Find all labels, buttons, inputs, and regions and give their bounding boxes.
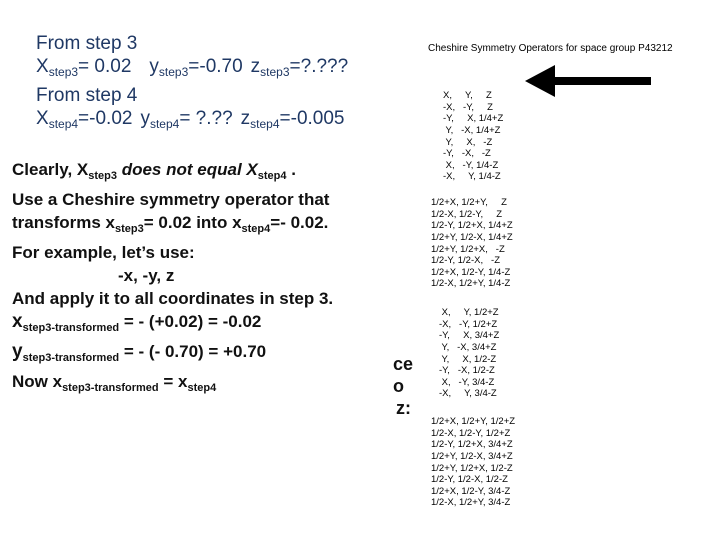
arrow-left-icon [525,63,653,99]
step3-x-value: = 0.02 [78,56,132,77]
explain-l9-sub2: step4 [187,382,217,394]
explanation-block [12,158,333,400]
operator-row: 1/2+X, 1/2-Y, 1/4-Z [431,266,511,278]
explain-l3-c: =- 0.02. [270,213,329,232]
explain-line-4: For example, let’s use: [12,243,195,262]
hidden-text-fragment-3: z: [396,398,411,418]
explain-l1-c: . [286,160,296,179]
step-values-block [36,32,348,136]
operator-row: 1/2-Y, 1/2+X, 3/4+Z [431,439,513,451]
explain-l9-a: Now x [12,372,63,391]
explain-l3-a: transforms x [12,213,115,232]
operator-row: 1/2-Y, 1/2+X, 1/4+Z [431,220,513,232]
operator-row: 1/2+X, 1/2+Y, Z [431,197,507,209]
y-transformed-line [12,340,333,370]
operator-row: 1/2-X, 1/2+Y, 1/4-Z [431,278,511,290]
operator-row: 1/2+Y, 1/2-X, 3/4+Z [431,450,513,462]
explain-l8-b: = - (- 0.70) = +0.70 [119,342,267,361]
explain-l8-sub: step3-transformed [22,352,120,364]
operator-row: Y, X, -Z [443,136,493,148]
step3-y-sub: step3 [158,65,189,79]
explain-l9-sub1: step3-transformed [62,382,159,394]
hidden-text-fragment-1: ce [393,354,414,374]
operator-row: 1/2+X, 1/2-Y, 3/4-Z [431,485,511,497]
explain-line-3 [12,211,333,241]
operator-row: -X, -Y, 1/2+Z [439,318,498,330]
explain-line-2: Use a Cheshire symmetry operator that [12,190,330,209]
explain-l7-sub: step3-transformed [22,322,120,334]
operator-row: Y, X, 1/2-Z [439,353,497,365]
explain-l3-b: = 0.02 into x [143,213,242,232]
step4-y-sub: step4 [149,117,180,131]
operator-row: 1/2+Y, 1/2+X, 1/2-Z [431,462,513,474]
explain-l1-a: Clearly, X [12,160,89,179]
operator-row: X, Y, Z [443,90,492,102]
operator-row: Y, -X, 1/4+Z [443,124,501,136]
explain-l7-a: x [12,311,23,332]
operator-row: 1/2-X, 1/2+Y, 3/4-Z [431,497,511,509]
operator-row: -X, -Y, Z [443,101,493,113]
operator-row: 1/2+Y, 1/2+X, -Z [431,243,505,255]
step3-z-sub: step3 [260,65,290,79]
hidden-text-fragment-2: o [393,376,404,396]
explain-l3-sub2: step4 [241,223,271,235]
operator-group-4 [431,393,515,532]
explain-line-1 [12,158,333,188]
example-operator: -x, -y, z [118,266,175,285]
explain-l1-sub1: step3 [88,170,117,182]
x-transformed-line [12,310,333,340]
step3-x-sub: step3 [48,65,79,79]
operator-row: -Y, X, 3/4+Z [439,330,500,342]
operator-row: X, -Y, 3/4-Z [439,376,495,388]
explain-l1-b: does not equal X [116,160,258,179]
operator-row: 1/2+X, 1/2+Y, 1/2+Z [431,416,516,428]
step4-z-var: z [240,108,251,129]
step4-z-value: =-0.005 [279,108,345,129]
explain-line-6: And apply it to all coordinates in step 3. [12,289,334,308]
step3-heading: From step 3 [36,33,138,54]
operator-row: 1/2+Y, 1/2-X, 1/4+Z [431,231,513,243]
operator-row: 1/2-X, 1/2-Y, 1/2+Z [431,427,511,439]
operator-row: 1/2-Y, 1/2-X, 1/2-Z [431,474,508,486]
step4-x-var: X [36,108,49,129]
operator-row: X, Y, 1/2+Z [439,307,499,319]
explain-l7-b: = - (+0.02) = -0.02 [119,312,262,331]
explain-l3-sub1: step3 [114,223,144,235]
operator-row: -Y, -X, -Z [443,148,491,160]
step3-y-var: y [149,56,159,77]
operator-row: -X, Y, 3/4-Z [439,388,497,400]
step3-z-var: z [250,56,261,77]
step3-y-value: =-0.70 [188,56,243,77]
operator-row: -X, Y, 1/4-Z [443,171,501,183]
step3-z-value: =?.??? [289,56,349,77]
conclusion-line [12,370,333,400]
step3-x-var: X [36,56,49,77]
step4-y-value: = ?.?? [179,108,233,129]
step4-x-sub: step4 [48,117,79,131]
step4-heading: From step 4 [36,85,138,106]
operator-row: Y, -X, 3/4+Z [439,341,497,353]
explain-l1-sub2: step4 [257,170,287,182]
explain-l9-b: = x [158,372,188,391]
step4-y-var: y [140,108,150,129]
step3-coordinates [36,55,348,84]
explain-l8-a: y [12,341,23,362]
step4-x-value: =-0.02 [78,108,133,129]
operator-row: X, -Y, 1/4-Z [443,159,499,171]
step4-z-sub: step4 [250,117,280,131]
operators-title: Cheshire Symmetry Operators for space group P43212 [428,43,673,54]
operator-row: -Y, -X, 1/2-Z [439,365,495,377]
operator-row: 1/2-Y, 1/2-X, -Z [431,255,500,267]
step4-coordinates [36,107,348,136]
operator-row: -Y, X, 1/4+Z [443,113,504,125]
operator-row: 1/2-X, 1/2-Y, Z [431,208,503,220]
